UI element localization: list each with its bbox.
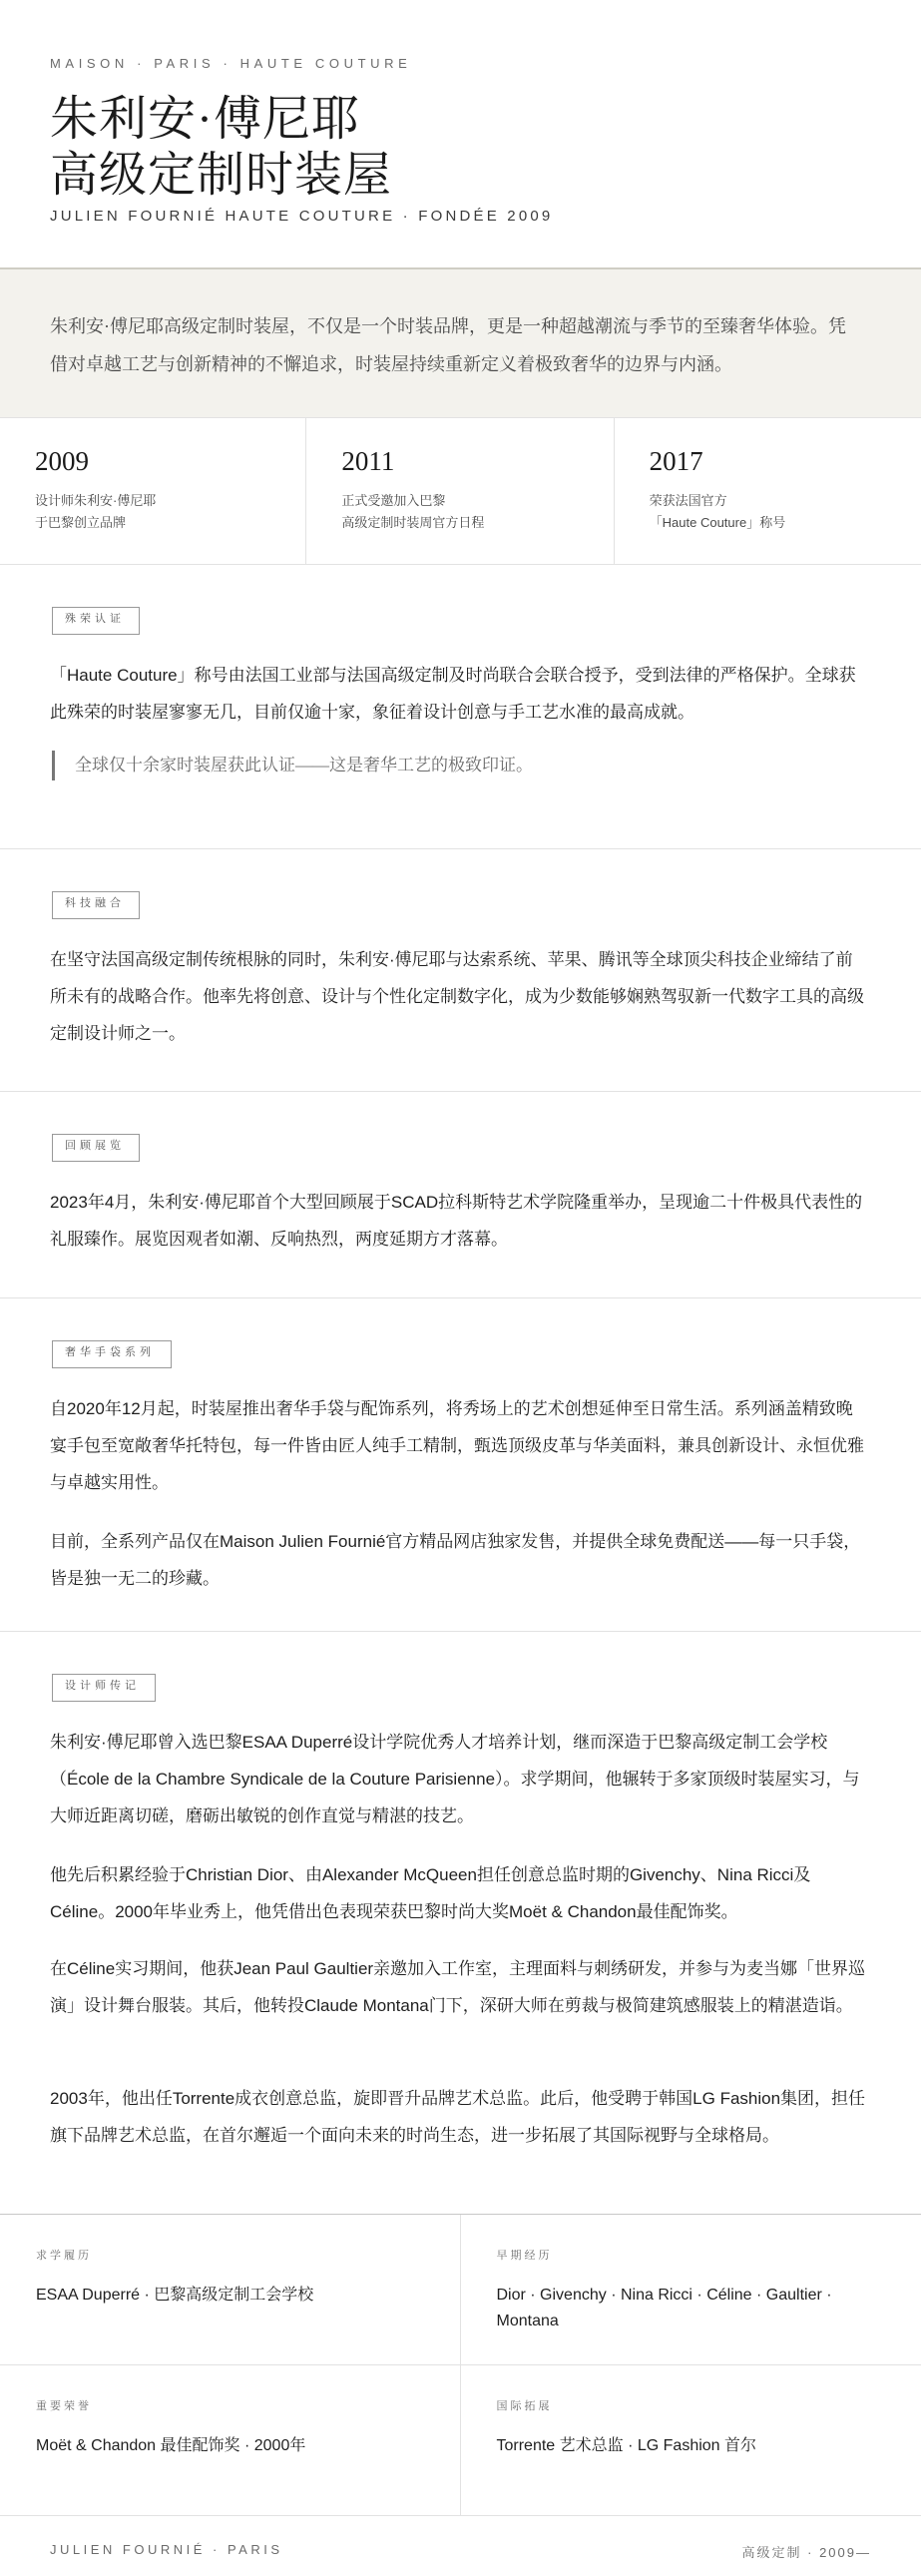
title-line-1: 朱利安·傅尼耶: [50, 93, 360, 146]
section-tag: 科技融合: [52, 891, 140, 919]
section-tag: 奢华手袋系列: [52, 1340, 172, 1368]
timeline-year: 2009: [35, 446, 89, 477]
eyebrow-label: MAISON · PARIS · HAUTE COUTURE: [50, 56, 411, 71]
intro-text: 朱利安·傅尼耶高级定制时装屋，不仅是一个时装品牌，更是一种超越潮流与季节的至臻奢华体验。凭借对卓越工艺与创新精神的不懈追求，时装屋持续重新定义着极致奢华的边界与内涵。: [50, 307, 848, 383]
facts-grid: [0, 2214, 921, 2516]
section-paragraph: 朱利安·傅尼耶曾入选巴黎ESAA Duperré设计学院优秀人才培养计划，继而深造于巴黎高级定制工会学校（École de la Chambre Syndicale de la Couture Parisienne）。求学期间，他辗转于多家顶级时装屋实习，与大师近距离切磋，磨砺出敏锐的创作直觉与精湛的技艺。: [50, 1724, 868, 1834]
fact-value: Dior · Givenchy · Nina Ricci · Céline · Gaultier · Montana: [497, 2283, 876, 2334]
fact-label: 求学履历: [36, 2247, 92, 2263]
section-tech: [0, 849, 921, 1092]
section-paragraph: 他先后积累经验于Christian Dior、由Alexander McQueen担任创意总监时期的Givenchy、Nina Ricci及Céline。2000年毕业秀上，他凭借出色表现荣获巴黎时尚大奖Moët & Chandon最佳配饰奖。: [50, 1856, 868, 1930]
section-tag: 设计师传记: [52, 1674, 156, 1702]
section-paragraph: 在Céline实习期间，他获Jean Paul Gaultier亲邀加入工作室，主理面料与刺绣研发，并参与为麦当娜「世界巡演」设计舞台服装。其后，他转投Claude Montana门下，深研大师在剪裁与极简建筑感服装上的精湛造诣。: [50, 1950, 868, 2024]
timeline-year: 2011: [341, 446, 394, 477]
section-paragraph: 2003年，他出任Torrente成衣创意总监，旋即晋升品牌艺术总监。此后，他受聘于韩国LG Fashion集团，担任旗下品牌艺术总监，在首尔邂逅一个面向未来的时尚生态，进一步拓展了其国际视野与全球格局。: [50, 2080, 868, 2154]
timeline-text: 设计师朱利安·傅尼耶 于巴黎创立品牌: [35, 490, 156, 534]
section-paragraph: 在坚守法国高级定制传统根脉的同时，朱利安·傅尼耶与达索系统、苹果、腾讯等全球顶尖科技企业缔结了前所未有的战略合作。他率先将创意、设计与个性化定制数字化，成为少数能够娴熟驾驭新一代数字工具的高级定制设计师之一。: [50, 941, 868, 1052]
section-tag: 殊荣认证: [52, 607, 140, 635]
page-footer: [0, 2516, 921, 2576]
fact-label: 早期经历: [497, 2247, 553, 2263]
fact-value: Moët & Chandon 最佳配饰奖 · 2000年: [36, 2433, 415, 2459]
section-honor: [0, 565, 921, 849]
section-paragraph: 自2020年12月起，时装屋推出奢华手袋与配饰系列，将秀场上的艺术创想延伸至日常生活。系列涵盖精致晚宴手包至宽敞奢华托特包，每一件皆由匠人纯手工精制，甄选顶级皮革与华美面料，兼具创新设计、永恒优雅与卓越实用性。: [50, 1390, 868, 1501]
timeline-item: [0, 418, 306, 564]
timeline-text: 荣获法国官方 「Haute Couture」称号: [650, 490, 786, 534]
fact-label: 国际拓展: [497, 2397, 553, 2413]
page-subtitle: JULIEN FOURNIÉ HAUTE COUTURE · FONDÉE 2009: [50, 208, 553, 225]
page-title: [50, 92, 392, 204]
fact-cell: [461, 2365, 921, 2516]
section-retrospective: [0, 1092, 921, 1298]
footer-meta: 高级定制 · 2009—: [742, 2542, 871, 2561]
timeline-item: [306, 418, 614, 564]
fact-cell: [461, 2215, 921, 2365]
timeline-year: 2017: [650, 446, 703, 477]
title-line-2: 高级定制时装屋: [50, 149, 392, 202]
section-designer: [0, 1632, 921, 2214]
section-paragraph: 目前，全系列产品仅在Maison Julien Fournié官方精品网店独家发售，并提供全球免费配送——每一只手袋，皆是独一无二的珍藏。: [50, 1523, 868, 1597]
section-paragraph: 「Haute Couture」称号由法国工业部与法国高级定制及时尚联合会联合授予，受到法律的严格保护。全球获此殊荣的时装屋寥寥无几，目前仅逾十家，象征着设计创意与手工艺水准的最高成就。: [50, 657, 868, 731]
timeline-item: [615, 418, 921, 564]
fact-cell: [0, 2365, 461, 2516]
intro-banner: [0, 267, 921, 417]
fact-label: 重要荣誉: [36, 2397, 92, 2413]
section-paragraph: 2023年4月，朱利安·傅尼耶首个大型回顾展于SCAD拉科斯特艺术学院隆重举办，呈现逾二十件极具代表性的礼服臻作。展览因观者如潮、反响热烈，两度延期方才落幕。: [50, 1184, 868, 1258]
footer-brand: JULIEN FOURNIÉ · PARIS: [50, 2542, 283, 2557]
page-header: [0, 0, 921, 267]
section-handbags: [0, 1298, 921, 1632]
pull-quote: 全球仅十余家时装屋获此认证——这是奢华工艺的极致印证。: [52, 751, 833, 780]
timeline-text: 正式受邀加入巴黎 高级定制时装周官方日程: [341, 490, 484, 534]
fact-cell: [0, 2215, 461, 2365]
section-tag: 回顾展览: [52, 1134, 140, 1162]
fact-value: Torrente 艺术总监 · LG Fashion 首尔: [497, 2433, 876, 2459]
fact-value: ESAA Duperré · 巴黎高级定制工会学校: [36, 2283, 415, 2309]
timeline: [0, 417, 921, 565]
